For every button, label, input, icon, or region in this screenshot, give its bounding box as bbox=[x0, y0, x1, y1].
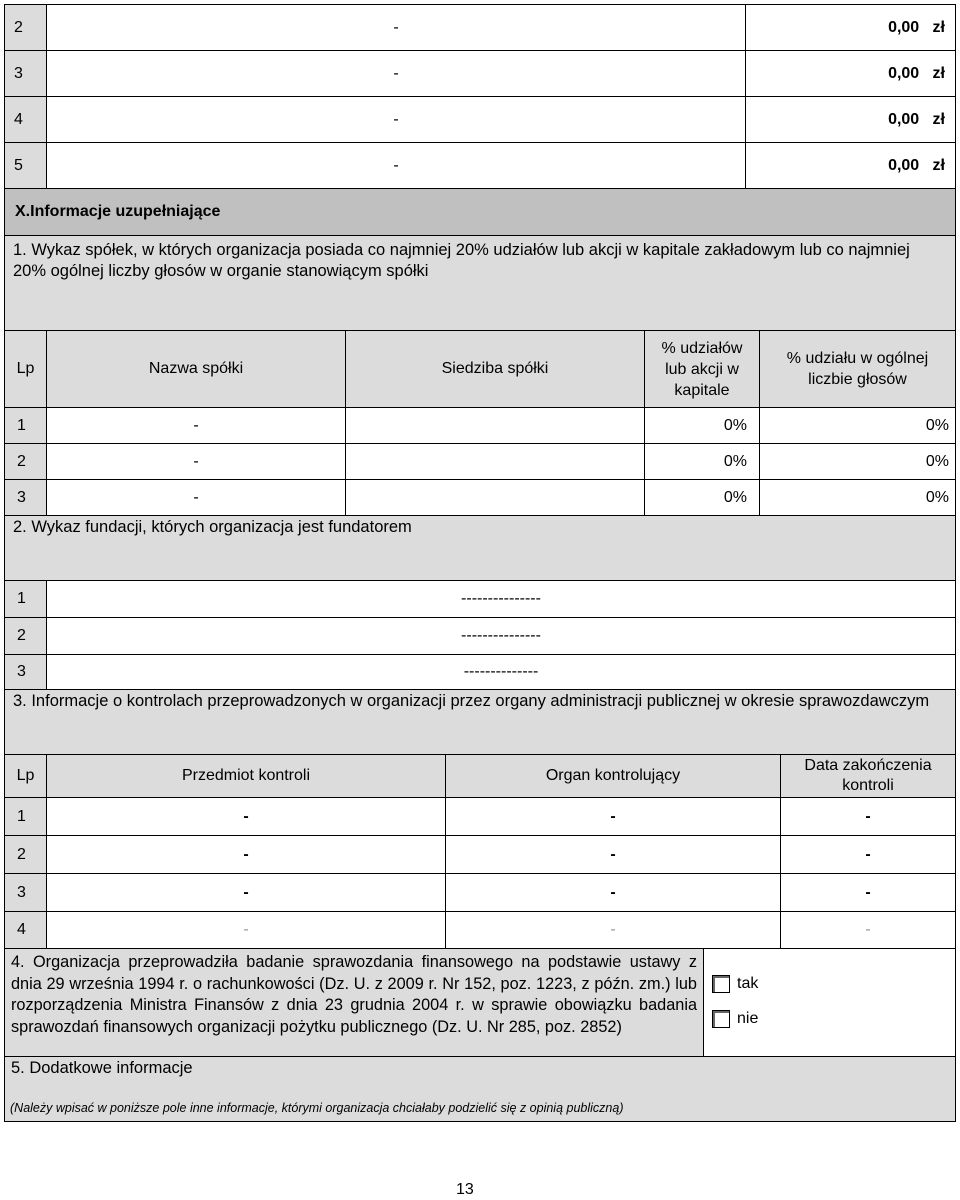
money-row-name: - bbox=[46, 142, 746, 189]
s1-row-votes: 0% bbox=[759, 479, 956, 516]
s4-options bbox=[703, 948, 956, 1057]
s1-row-share: 0% bbox=[644, 479, 760, 516]
money-row-lp-cell bbox=[4, 96, 47, 143]
s2-row-lp: 3 bbox=[4, 654, 47, 690]
s1-row-seat bbox=[345, 479, 645, 516]
s2-row-lp: 1 bbox=[4, 580, 47, 618]
money-row-lp: 4 bbox=[14, 111, 23, 128]
s3-row-subject: - bbox=[46, 873, 446, 912]
money-row-amount: 0,00 zł bbox=[745, 96, 956, 143]
s3-header-subject: Przedmiot kontroli bbox=[46, 754, 446, 798]
s3-row-lp: 3 bbox=[4, 873, 47, 912]
s1-row-share: 0% bbox=[644, 407, 760, 444]
s3-header-date: Data zakończenia kontroli bbox=[780, 754, 956, 798]
checkbox-icon[interactable] bbox=[712, 1010, 730, 1028]
s5-title: 5. Dodatkowe informacje bbox=[11, 1059, 193, 1077]
s1-row-votes: 0% bbox=[759, 443, 956, 480]
s1-row-lp: 3 bbox=[4, 479, 47, 516]
money-row-lp-cell bbox=[4, 50, 47, 97]
money-row-name: - bbox=[46, 50, 746, 97]
s2-title: 2. Wykaz fundacji, których organizacja jest fundatorem bbox=[4, 515, 956, 581]
money-row-amount: 0,00 zł bbox=[745, 142, 956, 189]
s2-row-name: --------------- bbox=[46, 617, 956, 655]
section-x-title: X.Informacje uzupełniające bbox=[4, 188, 956, 236]
s4-text: 4. Organizacja przeprowadziła badanie sprawozdania finansowego na podstawie ustawy z dnia 29 września 1994 r. o rachunkowości (Dz. U. z 2009 r. Nr 152, poz. 1223, z późn. zm.) lub rozporządzenia Ministra Finansów z dnia 23 grudnia 2004 r. w sprawie obowiązku badania sprawozdań finansowych organizacji pożytku publicznego (Dz. U. Nr 285, poz. 2852) bbox=[4, 948, 704, 1057]
money-row-lp-2 bbox=[4, 4, 47, 51]
s4-option-no[interactable] bbox=[712, 1008, 758, 1030]
s3-row-subject: - bbox=[46, 797, 446, 836]
s3-row-lp: 2 bbox=[4, 835, 47, 874]
s3-row-subject: - bbox=[46, 835, 446, 874]
s1-row-seat bbox=[345, 407, 645, 444]
s3-title: 3. Informacje o kontrolach przeprowadzonych w organizacji przez organy administracji publicznej w okresie sprawozdawczym bbox=[4, 689, 956, 755]
s3-row-organ: - bbox=[445, 873, 781, 912]
page-number: 13 bbox=[456, 1181, 474, 1198]
money-row-name: - bbox=[46, 96, 746, 143]
s5-note: (Należy wpisać w poniższe pole inne informacje, którymi organizacja chciałaby podzielić się z opinią publiczną) bbox=[10, 1101, 624, 1115]
s3-row-organ: - bbox=[445, 911, 781, 949]
s1-row-seat bbox=[345, 443, 645, 480]
s1-row-votes: 0% bbox=[759, 407, 956, 444]
s1-row-lp: 2 bbox=[4, 443, 47, 480]
s1-header-votes: % udziału w ogólnej liczbie głosów bbox=[759, 330, 956, 408]
s1-row-name: - bbox=[46, 443, 346, 480]
s1-row-name: - bbox=[46, 479, 346, 516]
s3-row-date: - bbox=[780, 873, 956, 912]
money-row-lp-cell bbox=[4, 142, 47, 189]
s2-row-name: --------------- bbox=[46, 580, 956, 618]
s2-row-name: -------------- bbox=[46, 654, 956, 690]
s1-header-name: Nazwa spółki bbox=[46, 330, 346, 408]
s3-row-organ: - bbox=[445, 797, 781, 836]
s3-header-lp: Lp bbox=[4, 754, 47, 798]
money-row-amount: 0,00 zł bbox=[745, 4, 956, 51]
s3-row-organ: - bbox=[445, 835, 781, 874]
money-row-lp: 5 bbox=[14, 157, 23, 174]
money-row-amount: 0,00 zł bbox=[745, 50, 956, 97]
checkbox-icon[interactable] bbox=[712, 975, 730, 993]
s1-header-lp: Lp bbox=[4, 330, 47, 408]
s3-row-lp: 4 bbox=[4, 911, 47, 949]
s1-header-share: % udziałów lub akcji w kapitale bbox=[644, 330, 760, 408]
s3-row-date: - bbox=[780, 797, 956, 836]
money-row-lp: 3 bbox=[14, 65, 23, 82]
s1-header-seat: Siedziba spółki bbox=[345, 330, 645, 408]
option-no-label: nie bbox=[737, 1010, 759, 1027]
s1-row-lp: 1 bbox=[4, 407, 47, 444]
s2-row-lp: 2 bbox=[4, 617, 47, 655]
s3-header-organ: Organ kontrolujący bbox=[445, 754, 781, 798]
money-row-lp: 2 bbox=[14, 19, 23, 36]
money-row-name: - bbox=[46, 4, 746, 51]
s1-row-share: 0% bbox=[644, 443, 760, 480]
s1-title: 1. Wykaz spółek, w których organizacja posiada co najmniej 20% udziałów lub akcji w kapitale zakładowym lub co najmniej 20% ogólnej liczby głosów w organie stanowiącym spółki bbox=[4, 235, 956, 331]
s3-row-date: - bbox=[780, 835, 956, 874]
s4-option-yes[interactable] bbox=[712, 973, 758, 995]
s3-row-subject: - bbox=[46, 911, 446, 949]
s3-row-date: - bbox=[780, 911, 956, 949]
s3-row-lp: 1 bbox=[4, 797, 47, 836]
s1-row-name: - bbox=[46, 407, 346, 444]
option-yes-label: tak bbox=[737, 975, 759, 992]
